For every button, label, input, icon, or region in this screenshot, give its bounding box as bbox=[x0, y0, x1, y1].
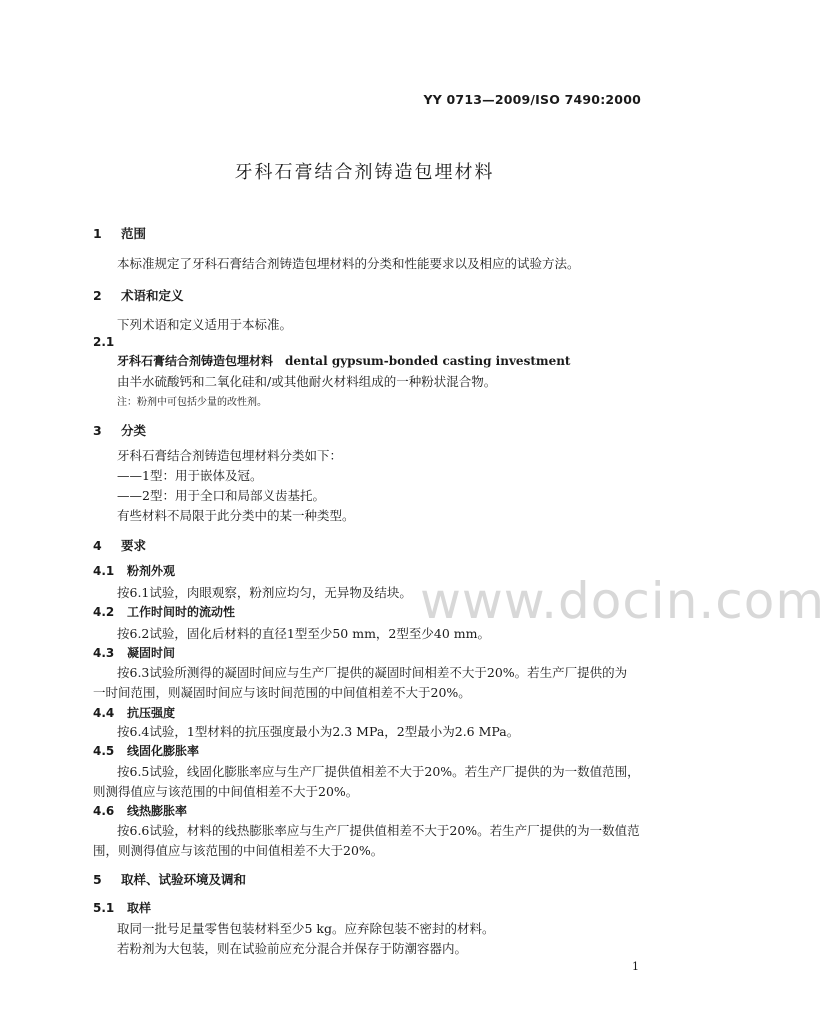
section-5-heading: 5 取样、试验环境及调和 bbox=[93, 872, 247, 887]
section-2-heading: 2 术语和定义 bbox=[93, 288, 184, 303]
section-1-heading: 1 范围 bbox=[93, 226, 147, 241]
section-4-6-text-line-1: 按6.6试验，材料的线热膨胀率应与生产厂提供值相差不大于20%。若生产厂提供的为一数值范 bbox=[117, 823, 640, 838]
section-4-3-heading: 4.3 凝固时间 bbox=[93, 646, 176, 660]
section-4-4-text: 按6.4试验，1型材料的抗压强度最小为2.3 MPa，2型最小为2.6 MPa。 bbox=[117, 724, 520, 739]
standard-number: YY 0713—2009/ISO 7490:2000 bbox=[423, 92, 641, 107]
class-item-2: ——2型：用于全口和局部义齿基托。 bbox=[117, 488, 325, 503]
section-2-1-number: 2.1 bbox=[93, 335, 115, 349]
section-4-1-text: 按6.1试验，肉眼观察，粉剂应均匀，无异物及结块。 bbox=[117, 585, 412, 600]
watermark: www.docin.com bbox=[420, 572, 825, 630]
section-2-text: 下列术语和定义适用于本标准。 bbox=[117, 317, 293, 332]
term-entry bbox=[117, 352, 570, 369]
section-1-text: 本标准规定了牙科石膏结合剂铸造包埋材料的分类和性能要求以及相应的试验方法。 bbox=[117, 256, 580, 271]
term-chinese: 牙科石膏结合剂铸造包埋材料 bbox=[117, 354, 274, 368]
section-5-1-text-2: 若粉剂为大包装，则在试验前应充分混合并保存于防潮容器内。 bbox=[117, 941, 468, 956]
section-4-5-text-line-2: 则测得值应与该范围的中间值相差不大于20%。 bbox=[93, 784, 359, 799]
section-5-1-heading: 5.1 取样 bbox=[93, 901, 152, 915]
section-4-3-text-line-1: 按6.3试验所测得的凝固时间应与生产厂提供的凝固时间相差不大于20%。若生产厂提供的为 bbox=[117, 665, 628, 680]
section-4-2-heading: 4.2 工作时间时的流动性 bbox=[93, 605, 236, 619]
section-4-4-heading: 4.4 抗压强度 bbox=[93, 706, 176, 720]
section-4-6-heading: 4.6 线热膨胀率 bbox=[93, 804, 188, 818]
section-4-2-text: 按6.2试验，固化后材料的直径1型至少50 mm，2型至少40 mm。 bbox=[117, 626, 490, 641]
document-title: 牙科石膏结合剂铸造包埋材料 bbox=[234, 162, 495, 183]
class-item-1: ——1型：用于嵌体及冠。 bbox=[117, 468, 263, 483]
section-3-heading: 3 分类 bbox=[93, 423, 147, 438]
section-5-1-text-1: 取同一批号足量零售包装材料至少5 kg。应弃除包装不密封的材料。 bbox=[117, 921, 495, 936]
term-note: 注：粉剂中可包括少量的改性剂。 bbox=[117, 397, 267, 408]
section-3-text: 牙科石膏结合剂铸造包埋材料分类如下： bbox=[117, 448, 343, 463]
section-4-1-heading: 4.1 粉剂外观 bbox=[93, 564, 176, 578]
term-definition: 由半水硫酸钙和二氧化硅和/或其他耐火材料组成的一种粉状混合物。 bbox=[117, 374, 497, 389]
page-number: 1 bbox=[632, 960, 639, 973]
section-4-5-heading: 4.5 线固化膨胀率 bbox=[93, 744, 200, 758]
section-4-5-text-line-1: 按6.5试验，线固化膨胀率应与生产厂提供值相差不大于20%。若生产厂提供的为一数值范围， bbox=[117, 764, 640, 779]
section-4-heading: 4 要求 bbox=[93, 538, 147, 553]
term-english: dental gypsum-bonded casting investment bbox=[285, 354, 571, 368]
section-4-3-text-line-2: 一时间范围，则凝固时间应与该时间范围的中间值相差不大于20%。 bbox=[93, 685, 471, 700]
section-3-note: 有些材料不局限于此分类中的某一种类型。 bbox=[117, 508, 355, 523]
section-4-6-text-line-2: 围，则测得值应与该范围的中间值相差不大于20%。 bbox=[93, 843, 384, 858]
